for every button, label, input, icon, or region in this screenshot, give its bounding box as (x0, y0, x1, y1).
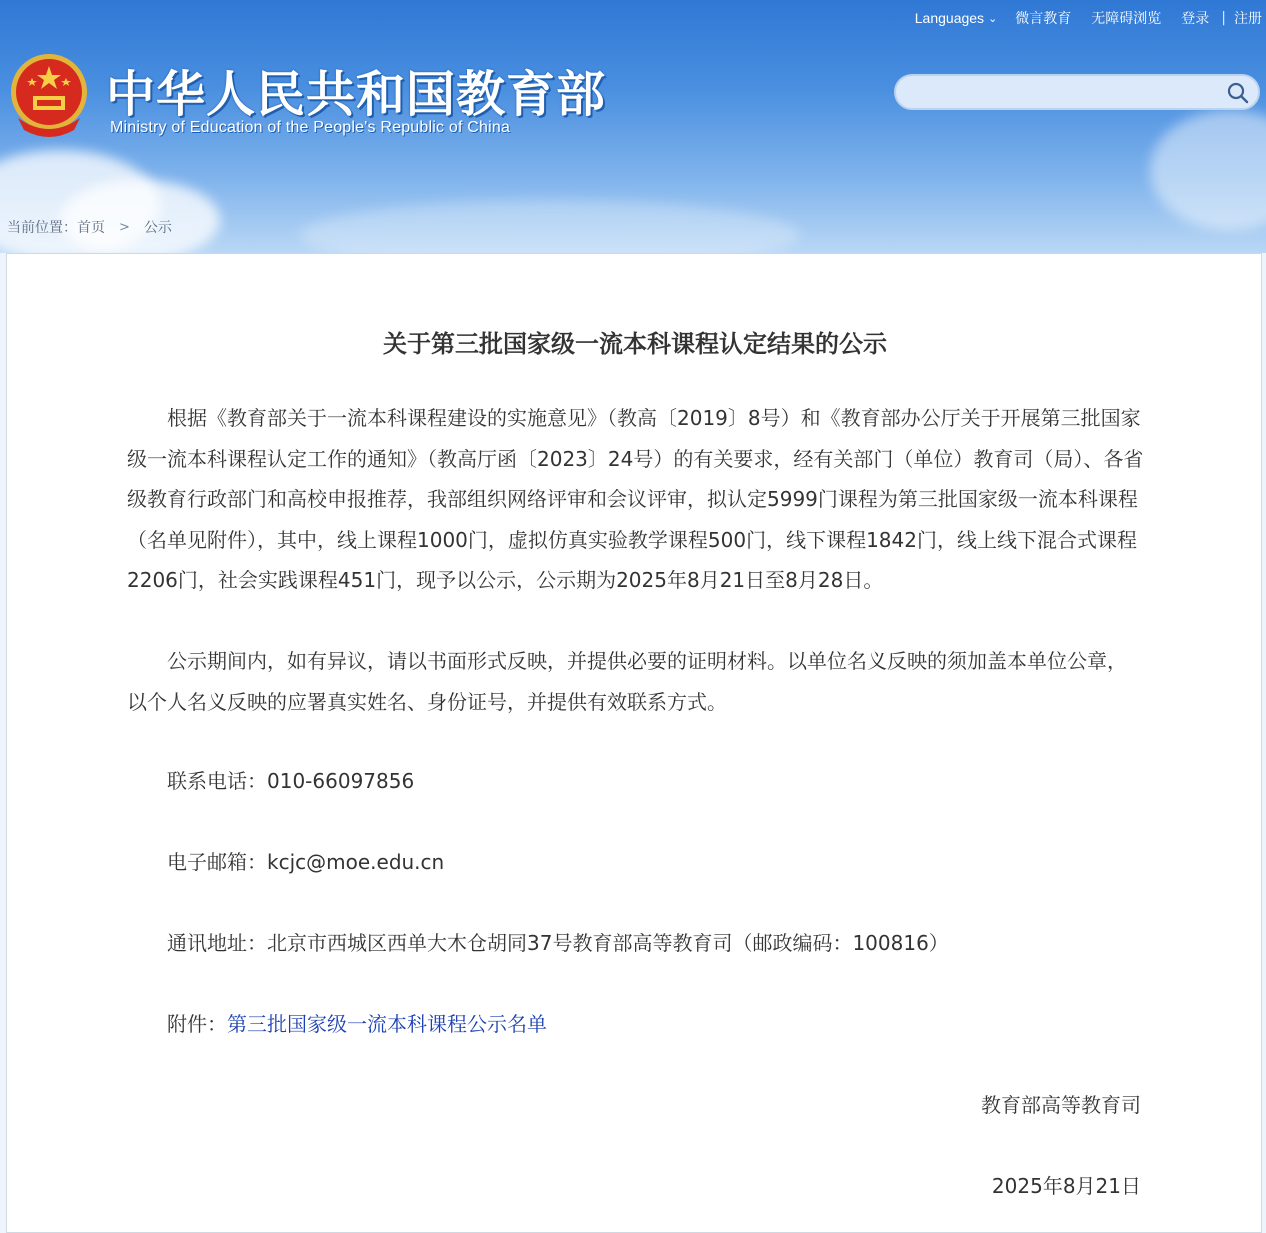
attachment-link[interactable]: 第三批国家级一流本科课程公示名单 (227, 1012, 547, 1036)
chevron-right-icon: > (119, 219, 130, 235)
attachment-label: 附件： (167, 1012, 227, 1036)
breadcrumb-current-link[interactable]: 公示 (143, 220, 172, 236)
languages-menu[interactable]: Languages (914, 10, 985, 26)
weiyan-link[interactable]: 微言教育 (1015, 11, 1072, 27)
search-icon[interactable] (1226, 81, 1250, 105)
article-title: 关于第三批国家级一流本科课程认定结果的公示 (383, 330, 887, 358)
accessibility-link[interactable]: 无障碍浏览 (1091, 11, 1162, 27)
contact-email: 电子邮箱：kcjc@moe.edu.cn (167, 850, 445, 874)
decorative-cloud (300, 200, 800, 253)
register-link[interactable]: 注册 (1234, 11, 1262, 27)
article-paragraph-1: 根据《教育部关于一流本科课程建设的实施意见》（教高〔2019〕8号）和《教育部办公厅关于开展第三批国家级一流本科课程认定工作的通知》（教高厅函〔2023〕24号）的有关要求，经有关部门（单位）教育司（局）、各省级教育行政部门和高校申报推荐，我部组织网络评审和会议评审，拟认定5999门课程为第三批国家级一流本科课程（名单见附件），其中，线上课程1000门，虚拟仿真实验教学课程500门，线下课程1842门，线上线下混合式课程2206门，社会实践课程451门，现予以公示，公示期为2025年8月21日至8月28日。 (127, 406, 1144, 592)
top-navigation (915, 8, 1266, 28)
site-title-cn: 中华人民共和国教育部 (106, 66, 607, 123)
chevron-down-icon[interactable]: ⌄ (988, 11, 998, 25)
contact-phone: 联系电话：010-66097856 (167, 769, 415, 793)
breadcrumb-home-link[interactable]: 首页 (77, 220, 105, 236)
article-paragraph-2: 公示期间内，如有异议，请以书面形式反映，并提供必要的证明材料。以单位名义反映的须加盖本单位公章，以个人名义反映的应署真实姓名、身份证号，并提供有效联系方式。 (127, 649, 1127, 714)
national-emblem (8, 52, 90, 138)
site-header (0, 0, 1266, 253)
site-title-en: Ministry of Education of the People's Republic of China (110, 119, 511, 136)
nav-divider: | (1221, 10, 1226, 26)
breadcrumb-prefix: 当前位置： (7, 220, 77, 236)
search-box (894, 74, 1260, 110)
article-panel (6, 253, 1262, 1233)
publish-date: 2025年8月21日 (991, 1174, 1141, 1198)
login-link[interactable]: 登录 (1181, 11, 1210, 27)
signature: 教育部高等教育司 (981, 1093, 1141, 1117)
contact-address: 通讯地址：北京市西城区西单大木仓胡同37号教育部高等教育司（邮政编码：100816） (167, 931, 949, 955)
search-input[interactable] (910, 82, 1214, 104)
attachment-line (167, 1009, 547, 1039)
decorative-cloud (1150, 110, 1266, 230)
breadcrumb (7, 217, 172, 237)
